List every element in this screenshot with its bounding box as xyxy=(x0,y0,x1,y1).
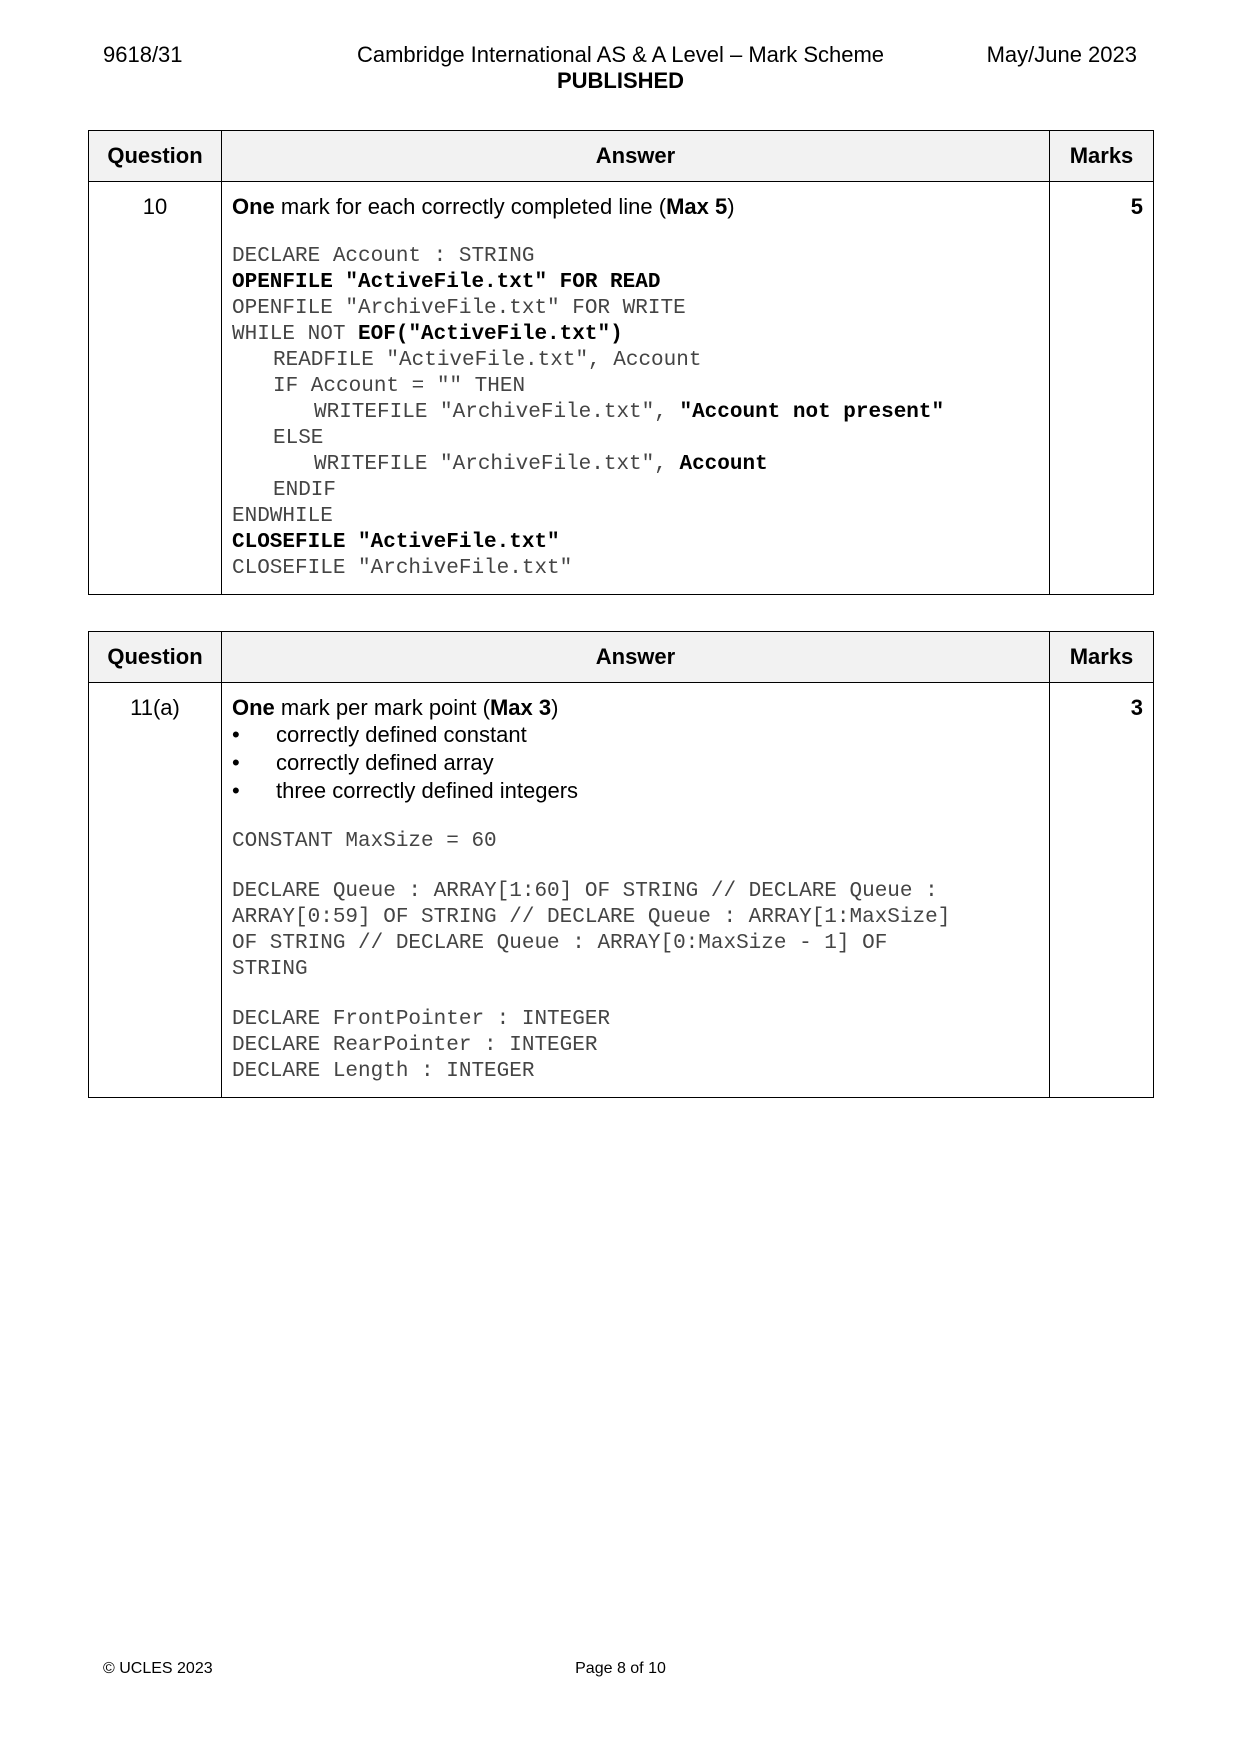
pseudocode-block xyxy=(232,244,1039,582)
question-number: 10 xyxy=(89,182,222,595)
mark-scheme-table-q11a xyxy=(88,631,1154,1098)
answer-header: Answer xyxy=(222,131,1050,182)
mark-scheme-table-q10 xyxy=(88,130,1154,595)
answer-header: Answer xyxy=(222,632,1050,683)
pseudocode-array xyxy=(232,879,1039,983)
code-line: DECLARE Length : INTEGER xyxy=(232,1060,535,1083)
page-number: Page 8 of 10 xyxy=(575,1660,666,1677)
marks-value: 3 xyxy=(1050,683,1154,1098)
code-line: ENDIF xyxy=(273,479,337,502)
mark-point: • three correctly defined integers xyxy=(232,777,1039,805)
code-line: WHILE NOT EOF("ActiveFile.txt") xyxy=(232,323,623,346)
code-line: DECLARE Account : STRING xyxy=(232,245,535,268)
code-line: STRING xyxy=(232,958,308,981)
marks-header: Marks xyxy=(1050,131,1154,182)
document-code: 9618/31 xyxy=(103,42,183,67)
code-line: OPENFILE "ArchiveFile.txt" FOR WRITE xyxy=(232,297,686,320)
code-line: CLOSEFILE "ArchiveFile.txt" xyxy=(232,557,573,580)
table-header-row xyxy=(89,131,1154,182)
code-line: CONSTANT MaxSize = 60 xyxy=(232,830,497,853)
code-line: WRITEFILE "ArchiveFile.txt", "Account not present" xyxy=(314,401,945,424)
code-line: WRITEFILE "ArchiveFile.txt", Account xyxy=(314,453,768,476)
table-row xyxy=(89,683,1154,1098)
marking-instruction: One mark per mark point (Max 3) xyxy=(232,695,559,720)
code-line: ELSE xyxy=(273,427,324,450)
pseudocode-constant xyxy=(232,829,1039,855)
answer-cell xyxy=(222,683,1050,1098)
pseudocode-integers xyxy=(232,1007,1039,1085)
title-text: Cambridge International AS & A Level – Mark Scheme xyxy=(356,42,885,67)
code-line: IF Account = "" THEN xyxy=(273,375,526,398)
question-header: Question xyxy=(89,632,222,683)
mark-points-list xyxy=(232,721,1039,805)
code-line: ENDWHILE xyxy=(232,505,333,528)
code-line: DECLARE Queue : ARRAY[1:60] OF STRING // DECLARE Queue : xyxy=(232,880,938,903)
exam-session: May/June 2023 xyxy=(986,42,1137,67)
mark-point: • correctly defined array xyxy=(232,749,1039,777)
code-line: OF STRING // DECLARE Queue : ARRAY[0:MaxSize - 1] OF xyxy=(232,932,888,955)
question-number: 11(a) xyxy=(89,683,222,1098)
code-line: OPENFILE "ActiveFile.txt" FOR READ xyxy=(232,271,661,294)
marks-value: 5 xyxy=(1050,182,1154,595)
code-line: DECLARE FrontPointer : INTEGER xyxy=(232,1008,611,1031)
copyright-notice: © UCLES 2023 xyxy=(103,1660,213,1677)
code-line: CLOSEFILE "ActiveFile.txt" xyxy=(232,531,560,554)
code-line: DECLARE RearPointer : INTEGER xyxy=(232,1034,598,1057)
table-header-row xyxy=(89,632,1154,683)
published-label: PUBLISHED xyxy=(556,68,685,93)
question-header: Question xyxy=(89,131,222,182)
code-line: ARRAY[0:59] OF STRING // DECLARE Queue : ARRAY[1:MaxSize] xyxy=(232,906,951,929)
table-row xyxy=(89,182,1154,595)
marking-instruction: One mark for each correctly completed line (Max 5) xyxy=(232,194,735,219)
marks-header: Marks xyxy=(1050,632,1154,683)
answer-cell xyxy=(222,182,1050,595)
mark-point: • correctly defined constant xyxy=(232,721,1039,749)
code-line: READFILE "ActiveFile.txt", Account xyxy=(273,349,702,372)
